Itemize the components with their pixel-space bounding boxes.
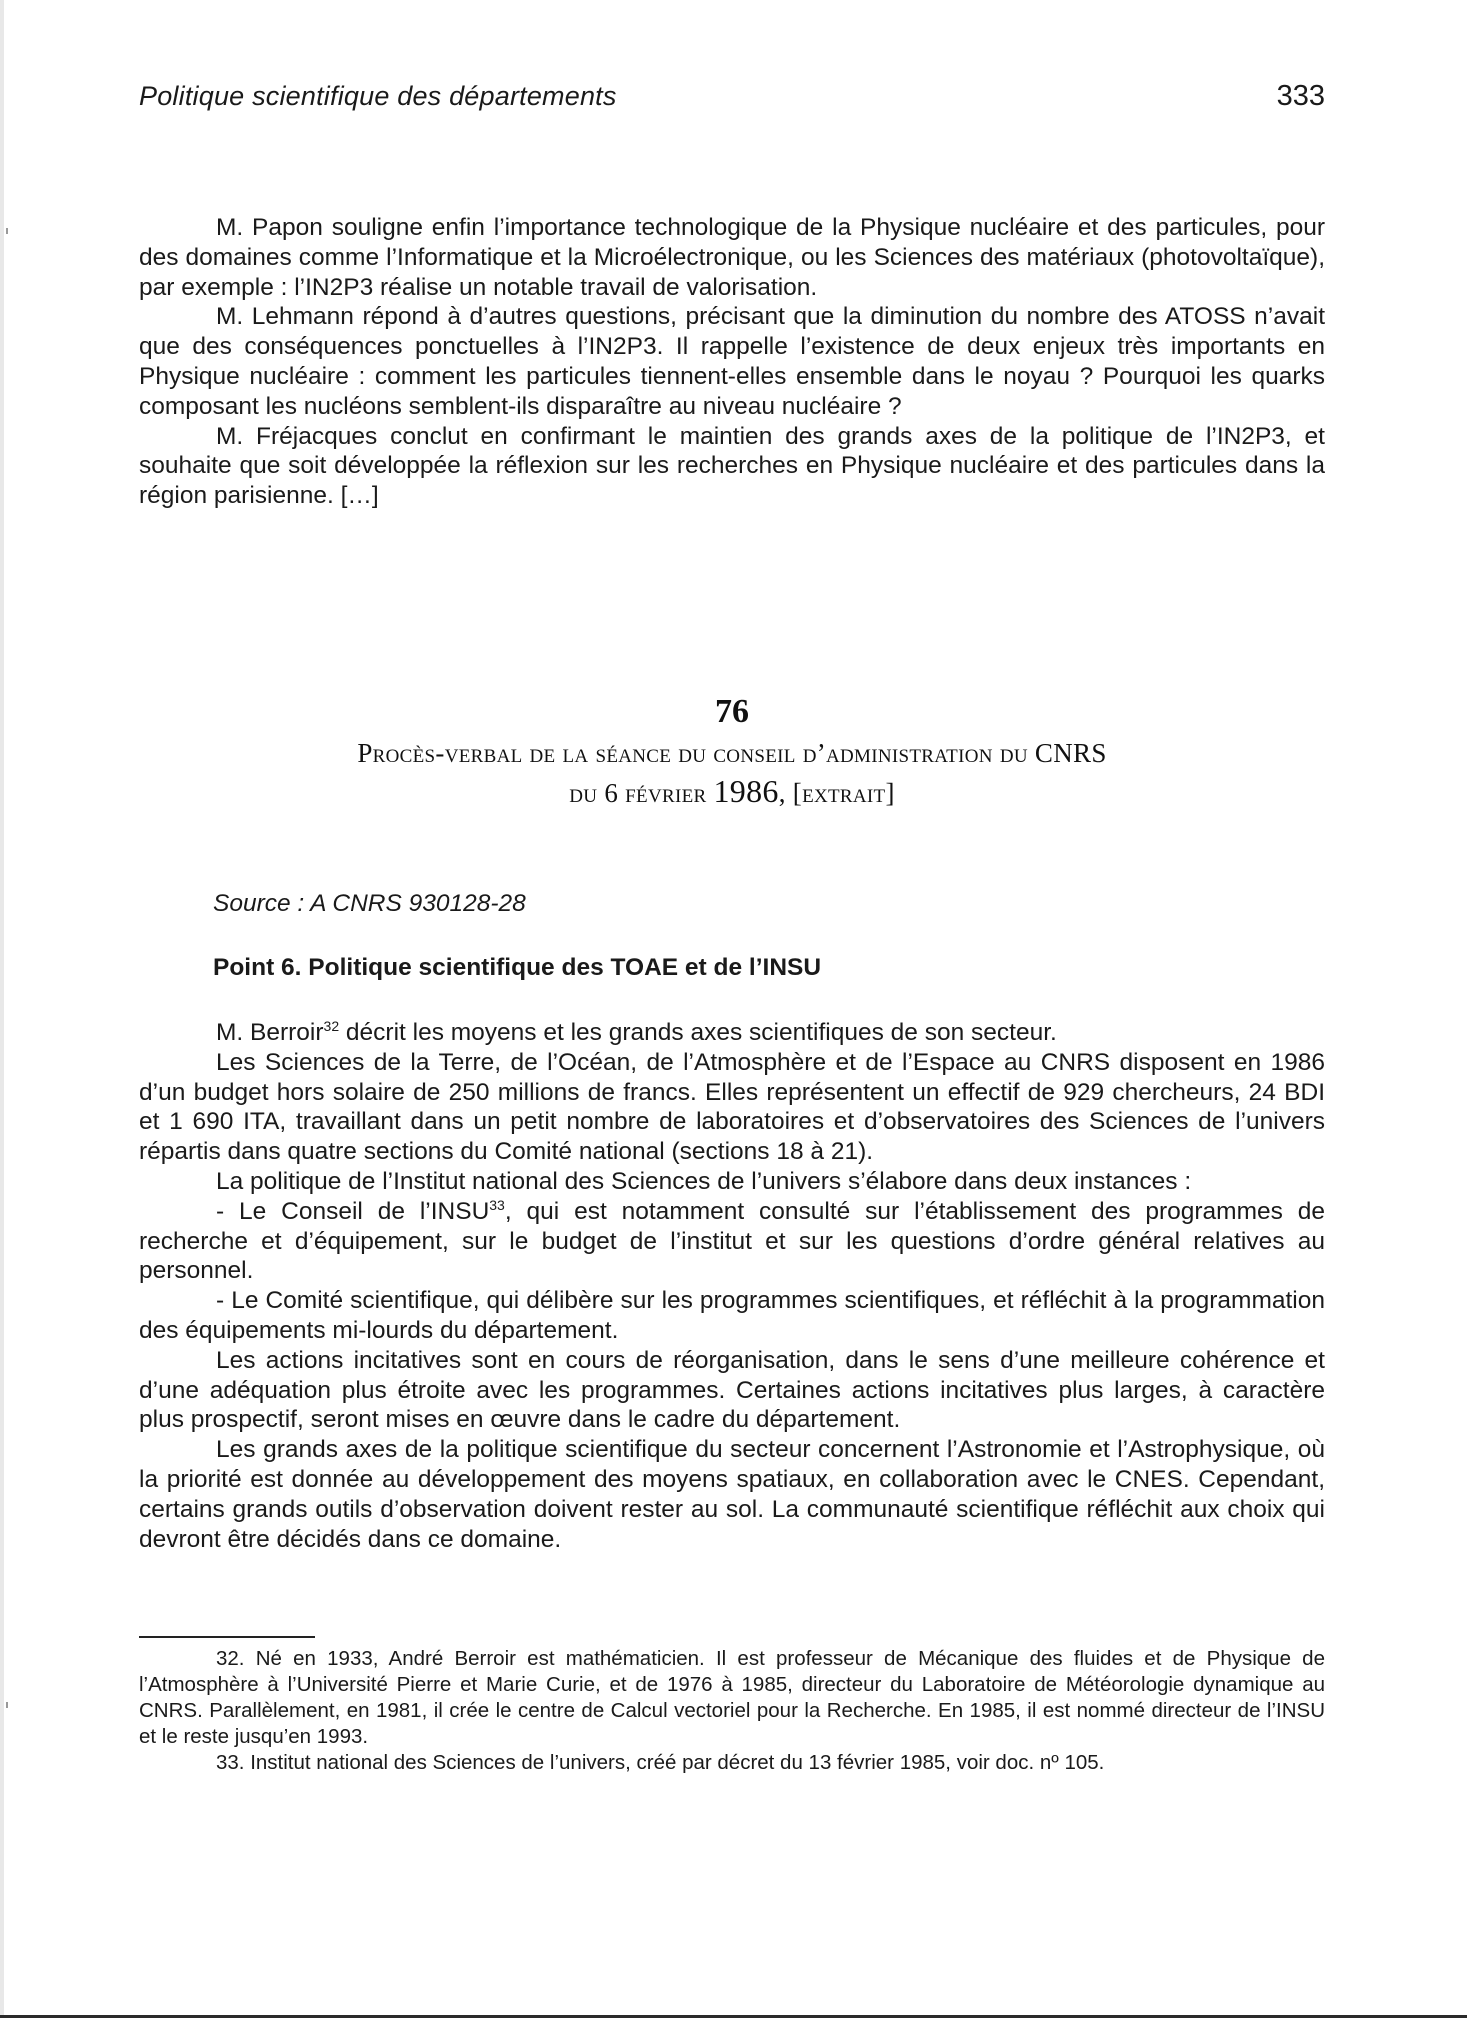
footnote-32: 32. Né en 1933, André Berroir est mathématicien. Il est professeur de Mécanique des fluides et de Physique de l’Atmosphère à l’Université Pierre et Marie Curie, et de 1976 à 1985, directeur du Laboratoire de Météorologie dynamique au CNRS. Parallèlement, en 1981, il crée le centre de Calcul vectoriel pour la Recherche. En 1985, il est nommé directeur de l’INSU et le reste jusqu’en 1993. bbox=[139, 1647, 1325, 1748]
document-heading bbox=[139, 690, 1325, 812]
source-reference: Source : A CNRS 930128-28 bbox=[213, 890, 526, 917]
paragraph-text: M. Berroir bbox=[216, 1019, 324, 1046]
paragraph-text: - Le Conseil de l’INSU bbox=[216, 1197, 490, 1225]
section-previous-document bbox=[139, 213, 1325, 511]
list-item bbox=[139, 1197, 1325, 1286]
paragraph: M. Lehmann répond à d’autres questions, précisant que la diminution du nombre des ATOSS n’avait que des conséquences ponctuelles à l’IN2P3. Il rappelle l’existence de deux enjeux très importants en Physique nucléaire : comment les particules tiennent-elles ensemble dans le noyau ? Pourquoi les quarks composant les nucléons semblent-ils disparaître au niveau nucléaire ? bbox=[139, 303, 1325, 420]
page-left-edge bbox=[0, 0, 4, 2018]
document-number: 76 bbox=[715, 693, 749, 730]
running-header bbox=[139, 80, 1325, 113]
paragraph: Les grands axes de la politique scientifique du secteur concernent l’Astronomie et l’Astrophysique, où la priorité est donnée au développement des moyens spatiaux, en collaboration avec le CNES. Cependant, certains grands outils d’observation doivent rester au sol. La communauté scientifique réfléchit aux choix qui devront être décidés dans ce domaine. bbox=[139, 1436, 1325, 1553]
document-title-line-1: Procès-verbal de la séance du conseil d’administration du CNRS bbox=[357, 738, 1107, 768]
page-number: 333 bbox=[1276, 80, 1325, 112]
margin-mark bbox=[6, 228, 8, 234]
paragraph: M. Papon souligne enfin l’importance technologique de la Physique nucléaire et des particules, pour des domaines comme l’Informatique et la Microélectronique, ou les Sciences des matériaux (photovoltaïque), par exemple : l’IN2P3 réalise un notable travail de valorisation. bbox=[139, 214, 1325, 301]
point-heading: Point 6. Politique scientifique des TOAE et de l’INSU bbox=[213, 954, 822, 981]
paragraph-text: décrit les moyens et les grands axes scientifiques de son secteur. bbox=[339, 1019, 1057, 1046]
running-title: Politique scientifique des départements bbox=[139, 81, 617, 111]
title-extract-text: , [extrait] bbox=[778, 778, 895, 808]
paragraph: Les actions incitatives sont en cours de réorganisation, dans le sens d’une meilleure cohérence et d’une adéquation plus étroite avec les programmes. Certaines actions incitatives plus larges, à caractère plus prospectif, seront mises en œuvre dans le cadre du département. bbox=[139, 1346, 1325, 1434]
footnote-ref-32[interactable]: 32 bbox=[323, 1017, 340, 1034]
paragraph bbox=[139, 1018, 1325, 1048]
paragraph: La politique de l’Institut national des Sciences de l’univers s’élabore dans deux instances : bbox=[216, 1167, 1192, 1195]
section-document-76 bbox=[139, 1018, 1325, 1554]
margin-mark bbox=[6, 1702, 8, 1708]
paragraph: M. Fréjacques conclut en confirmant le maintien des grands axes de la politique de l’IN2P3, et souhaite que soit développée la réflexion sur les recherches en Physique nucléaire et des particules dans la région parisienne. […] bbox=[139, 422, 1325, 510]
list-item: - Le Comité scientifique, qui délibère sur les programmes scientifiques, et réfléchit à la programmation des équipements mi-lourds du département. bbox=[139, 1287, 1325, 1344]
footnote-33: 33. Institut national des Sciences de l’univers, créé par décret du 13 février 1985, voir doc. nº 105. bbox=[216, 1751, 1105, 1774]
footnote-divider bbox=[139, 1636, 315, 1638]
title-year: 1986 bbox=[713, 773, 779, 809]
footnotes bbox=[139, 1646, 1325, 1776]
paragraph-text: , qui est notamment consulté sur l’établissement des programmes de recherche et d’équipement, sur le budget de l’institut et sur les questions d’ordre général relatives au personnel. bbox=[139, 1197, 1325, 1285]
title-date-text: du 6 février bbox=[569, 778, 714, 808]
footnote-ref-33[interactable]: 33 bbox=[489, 1196, 505, 1213]
document-title-line-2 bbox=[139, 772, 1325, 812]
paragraph: Les Sciences de la Terre, de l’Océan, de l’Atmosphère et de l’Espace au CNRS disposent en 1986 d’un budget hors solaire de 250 millions de francs. Elles représentent un effectif de 929 chercheurs, 24 BDI et 1 690 ITA, travaillant dans un petit nombre de laboratoires et d’observatoires des Sciences de l’univers répartis dans quatre sections du Comité national (sections 18 à 21). bbox=[139, 1048, 1325, 1166]
